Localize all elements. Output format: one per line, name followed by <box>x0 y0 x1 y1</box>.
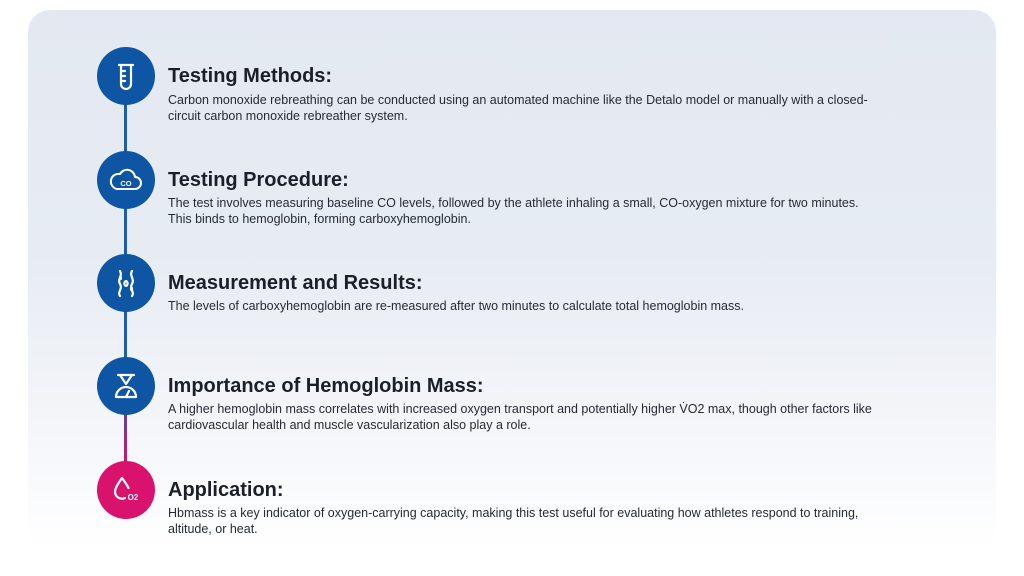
co-cloud-icon <box>97 151 155 209</box>
svg-text:O2: O2 <box>127 493 139 502</box>
step-title: Testing Procedure: <box>168 169 349 191</box>
step-description: The test involves measuring baseline CO levels, followed by the athlete inhaling a small, CO-oxygen mixture for two minutes. This binds to hemoglobin, forming carboxyhemoglobin. <box>168 196 859 226</box>
blood-vessels-icon <box>97 254 155 312</box>
hourglass-gauge-icon <box>97 357 155 415</box>
test-tube-icon <box>97 47 155 105</box>
step-title: Testing Methods: <box>168 65 333 87</box>
step-title: Importance of Hemoglobin Mass: <box>168 375 484 397</box>
step-description: A higher hemoglobin mass correlates with increased oxygen transport and potentially higher V̇O2 max, though other factors like cardiovascular health and muscle vascularization also play a role. <box>168 402 872 432</box>
step-description: The levels of carboxyhemoglobin are re-measured after two minutes to calculate total hemoglobin mass. <box>168 299 744 313</box>
step-title: Application: <box>168 479 284 501</box>
timeline-line <box>124 104 127 384</box>
step-description: Hbmass is a key indicator of oxygen-carrying capacity, making this test useful for evaluating how athletes respond to training, altitude, or heat. <box>168 506 859 536</box>
step-description: Carbon monoxide rebreathing can be conducted using an automated machine like the Detalo model or manually with a closed-circuit carbon monoxide rebreather system. <box>168 93 868 123</box>
oxygen-drop-icon <box>97 461 155 519</box>
svg-text:CO: CO <box>120 179 132 188</box>
step-title: Measurement and Results: <box>168 272 423 294</box>
